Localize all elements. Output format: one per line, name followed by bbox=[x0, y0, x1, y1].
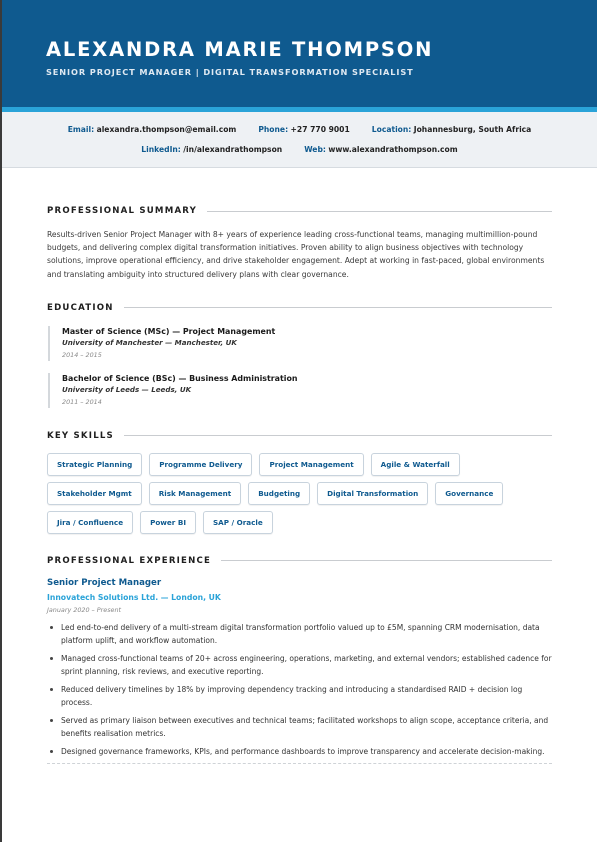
skill-tag: Project Management bbox=[259, 453, 363, 476]
job-bullets bbox=[47, 621, 552, 758]
contact-location bbox=[372, 124, 532, 135]
skill-tag: Digital Transformation bbox=[317, 482, 428, 505]
job-dates: January 2020 – Present bbox=[47, 605, 122, 614]
summary-section-header bbox=[47, 206, 552, 216]
skill-tag: Agile & Waterfall bbox=[371, 453, 460, 476]
job-bullet: Served as primary liaison between executives and technical teams; facilitated workshops to align scope, acceptance criteria, and benefits realisation metrics. bbox=[47, 714, 552, 740]
skill-tag: Strategic Planning bbox=[47, 453, 142, 476]
education-item bbox=[48, 326, 552, 361]
skill-tag: SAP / Oracle bbox=[203, 511, 273, 534]
job-bullet: Designed governance frameworks, KPIs, and performance dashboards to improve transparency and accelerate decision-making. bbox=[47, 745, 552, 758]
summary-text: Results-driven Senior Project Manager with 8+ years of experience leading cross-functional teams, managing multimillion-pound budgets, and delivering complex digital transformation initiatives. Proven ability to align business objectives with technology solutions, improve operational efficiency, and drive stakeholder engagement. Adept at working in fast-paced, global environments and translating ambiguity into structured delivery plans with clear governance. bbox=[47, 230, 545, 279]
section-title: PROFESSIONAL SUMMARY bbox=[47, 206, 198, 216]
job-bullet: Led end-to-end delivery of a multi-stream digital transformation portfolio valued up to £5M, spanning CRM modernisation, data platform uplift, and workflow automation. bbox=[47, 621, 552, 647]
section-title: EDUCATION bbox=[47, 302, 114, 313]
job-divider bbox=[47, 763, 552, 764]
email-value: alexandra.thompson@email.com bbox=[96, 125, 237, 134]
job-entry bbox=[47, 577, 552, 764]
email-label: Email: bbox=[67, 125, 95, 134]
location-label: Location: bbox=[371, 125, 412, 134]
contact-email[interactable] bbox=[68, 124, 237, 135]
contact-row bbox=[2, 144, 597, 155]
skill-tag: Stakeholder Mgmt bbox=[47, 482, 142, 505]
edu-dates: 2014 – 2015 bbox=[62, 350, 102, 359]
section-divider bbox=[124, 307, 552, 308]
job-bullet: Reduced delivery timelines by 18% by improving dependency tracking and introducing a standardised RAID + decision log process. bbox=[47, 683, 552, 709]
job-title: Senior Project Manager bbox=[47, 577, 162, 588]
contact-row bbox=[2, 124, 597, 135]
section-divider bbox=[124, 435, 552, 436]
edu-degree: Bachelor of Science (BSc) — Business Administration bbox=[62, 373, 298, 383]
contact-phone[interactable] bbox=[258, 124, 349, 135]
web-value: www.alexandrathompson.com bbox=[328, 145, 458, 154]
education-item bbox=[48, 373, 552, 408]
section-divider bbox=[207, 211, 552, 212]
skill-tag: Jira / Confluence bbox=[47, 511, 133, 534]
contact-linkedin[interactable] bbox=[141, 144, 282, 155]
contact-bar bbox=[2, 112, 597, 168]
section-divider bbox=[221, 560, 552, 561]
resume-content bbox=[2, 206, 597, 764]
phone-label: Phone: bbox=[258, 125, 289, 134]
edu-school: University of Manchester — Manchester, UK bbox=[62, 337, 237, 347]
web-label: Web: bbox=[304, 145, 326, 154]
skill-tag: Governance bbox=[435, 482, 503, 505]
skill-tag: Risk Management bbox=[149, 482, 241, 505]
education-section-header bbox=[47, 303, 552, 313]
edu-dates: 2011 – 2014 bbox=[62, 397, 102, 406]
contact-web[interactable] bbox=[304, 144, 457, 155]
location-value: Johannesburg, South Africa bbox=[413, 125, 532, 134]
skill-tag: Power BI bbox=[140, 511, 196, 534]
candidate-name: ALEXANDRA MARIE THOMPSON bbox=[46, 38, 434, 61]
edu-degree: Master of Science (MSc) — Project Management bbox=[62, 326, 276, 336]
job-bullet: Managed cross-functional teams of 20+ across engineering, operations, marketing, and external vendors; established cadence for sprint planning, risk reviews, and executive reporting. bbox=[47, 652, 552, 678]
linkedin-value: /in/alexandrathompson bbox=[183, 145, 283, 154]
linkedin-label: LinkedIn: bbox=[141, 145, 181, 154]
section-title: KEY SKILLS bbox=[47, 430, 114, 441]
skill-tag: Programme Delivery bbox=[149, 453, 252, 476]
header bbox=[2, 0, 597, 107]
skills-list bbox=[47, 453, 547, 534]
skills-section-header bbox=[47, 431, 552, 441]
experience-section-header bbox=[47, 556, 552, 566]
section-title: PROFESSIONAL EXPERIENCE bbox=[47, 555, 212, 566]
job-company: Innovatech Solutions Ltd. — London, UK bbox=[47, 592, 221, 602]
phone-value: +27 770 9001 bbox=[290, 125, 350, 134]
skill-tag: Budgeting bbox=[248, 482, 310, 505]
candidate-subtitle: SENIOR PROJECT MANAGER | DIGITAL TRANSFORMATION SPECIALIST bbox=[46, 67, 414, 77]
edu-school: University of Leeds — Leeds, UK bbox=[62, 384, 192, 394]
